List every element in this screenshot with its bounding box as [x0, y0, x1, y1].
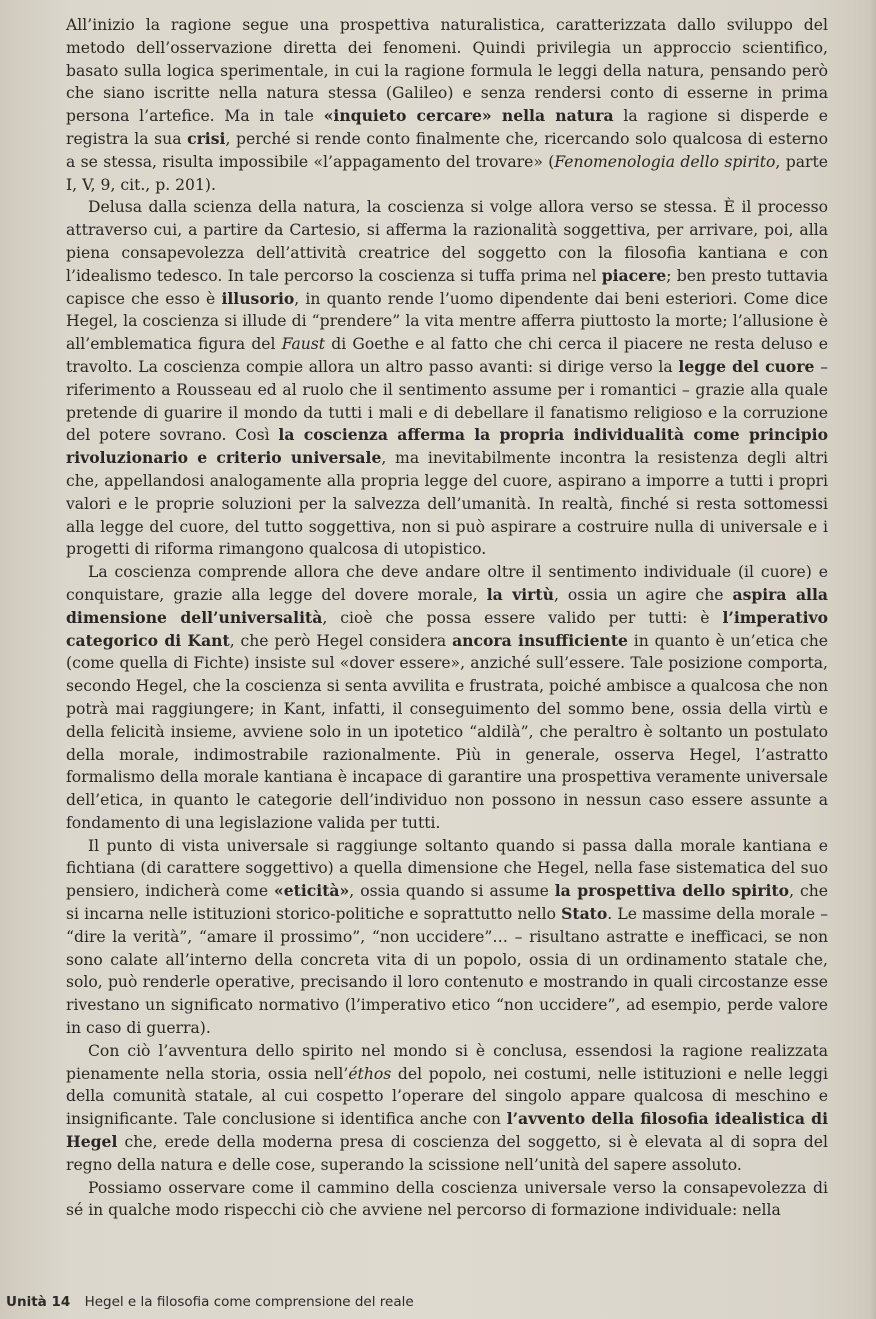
bold-text: la prospettiva dello spirito: [554, 881, 790, 901]
page-edge-shadow: [870, 0, 876, 1319]
page-footer: [0, 1294, 876, 1319]
text-run: Possiamo osservare come il cammino della coscienza universale verso la consapevolezza di sé in qualche modo rispecchi ciò che avviene nel percorso di formazione individuale: nella: [66, 1178, 828, 1220]
bold-text: piacere: [601, 265, 667, 285]
text-run: – riferimento a Rousseau ed al ruolo che il sentimento assume per i romantici – grazie alla quale pretende di guarire il mondo da tutti i mali e di debellare il fanatismo religioso e la corruzione del potere sovrano. Così: [66, 357, 828, 445]
paragraph-5: [66, 1040, 828, 1177]
text-run: di Goethe e al fatto che chi cerca il piacere ne resta deluso e travolto. La coscienza compie allora un altro passo avanti: si dirige verso la: [66, 335, 828, 376]
bold-text: la virtù: [486, 584, 554, 604]
footer-chapter-title: Hegel e la filosofia come comprensione del reale: [84, 1294, 414, 1310]
bold-text: aspira alla dimensione dell’universalità: [66, 584, 828, 627]
bold-text: illusorio: [221, 288, 295, 308]
text-run: Il punto di vista universale si raggiunge soltanto quando si passa dalla morale kantiana e fichtiana (di carattere soggettivo) a quella dimensione che Hegel, nella fase sistematica del suo pensiero, indicherà come: [66, 836, 828, 901]
text-run: , che si incarna nelle istituzioni storico-politiche e soprattutto nello: [66, 882, 828, 924]
paragraph-3: [66, 561, 828, 835]
text-run: ; ben presto tuttavia capisce che esso è: [66, 266, 829, 308]
paragraph-6: [66, 1177, 828, 1223]
paragraph-2: [66, 196, 828, 561]
italic-text: Fenomenologia dello spirito: [554, 152, 776, 171]
text-run: la ragione si disperde e registra la sua: [66, 107, 829, 148]
bold-text: l’avvento della filosofia idealistica di Hegel: [66, 1109, 828, 1152]
italic-text: Faust: [281, 335, 326, 354]
text-run: , ma inevitabilmente incontra la resistenza degli altri che, appellandosi analogamente alla propria legge del cuore, aspirano a imporre a tutti i propri valori e le proprie soluzioni per la salvezza dell’umanità. In realtà, finché si resta sottomessi alla legge del cuore, del tutto soggettiva, non si può aspirare a costruire nulla di universale e i progetti di riforma rimangono qualcosa di utopistico.: [66, 449, 829, 559]
left-margin-annotations: [0, 0, 20, 1319]
bold-text: crisi: [187, 128, 226, 148]
text-run: La coscienza comprende allora che deve andare oltre il sentimento individuale (il cuore) e conquistare, grazie alla legge del dovere morale,: [66, 563, 828, 604]
text-run: Delusa dalla scienza della natura, la coscienza si volge allora verso se stessa. È il processo attraverso cui, a partire da Cartesio, si afferma la razionalità soggettiva, per arrivare, poi, alla piena consapevolezza dell’attività creatrice del soggetto con la filosofia kantiana e con l’idealismo tedesco. In tale percorso la coscienza si tuffa prima nel: [66, 198, 828, 285]
text-run: , ossia un agire che: [553, 585, 733, 604]
paragraph-4: [66, 835, 828, 1040]
bold-text: la coscienza afferma la propria individualità come principio rivoluzionario e criterio universale: [66, 425, 828, 468]
text-run: , perché si rende conto finalmente che, ricercando solo qualcosa di esterno a se stessa, risulta impossibile «l’appagamento del trovare» (: [66, 129, 828, 171]
bold-text: l’imperativo categorico di Kant: [66, 607, 829, 650]
text-run: in quanto è un’etica che (come quella di Fichte) insiste sul «dover essere», anziché sull’essere. Tale posizione comporta, secondo Hegel, che la coscienza si senta avvilita e frustrata, poiché ambisce a qualcosa che non potrà mai raggiungere; in Kant, infatti, il conseguimento del sommo bene, ossia della virtù e della felicità insieme, avviene solo in un ipotetico “aldilà”, che peraltro è soltanto un postulato della morale, indimostrabile razionalmente. Più in generale, osserva Hegel, l’astratto formalismo della morale kantiana è incapace di garantire una prospettiva veramente universale dell’etica, in quanto le categorie dell’individuo non possono in nessun caso essere assunte a fondamento di una legislazione valida per tutti.: [66, 631, 828, 832]
bold-text: ancora insufficiente: [452, 630, 628, 650]
text-run: che, erede della moderna presa di coscienza del soggetto, si è elevata al di sopra del regno della natura e delle cose, superando la scissione nell’unità del sapere assoluto.: [66, 1133, 828, 1174]
footer-unit-label: Unità 14: [6, 1294, 71, 1310]
paragraph-1: [66, 14, 828, 196]
text-run: . Le massime della morale – “dire la verità”, “amare il prossimo”, “non uccidere”… – risultano astratte e inefficaci, se non sono calate all’interno della concreta vita di un popolo, ossia di un ordinamento statale che, solo, può renderle operative, precisando il loro contenuto e mostrando in quali circostanze esse rivestano un significato normativo (l’imperativo etico “non uccidere”, ad esempio, perde valore in caso di guerra).: [66, 905, 828, 1038]
text-run: All’inizio la ragione segue una prospettiva naturalistica, caratterizzata dallo sviluppo del metodo dell’osservazione diretta dei fenomeni. Quindi privilegia un approccio scientifico, basato sulla logica sperimentale, in cui la ragione formula le leggi della natura, pensando però che siano iscritte nella natura stessa (Galileo) e senza rendersi conto di esserne in prima persona l’artefice. Ma in tale: [66, 16, 828, 126]
bold-text: «inquieto cercare» nella natura: [323, 106, 614, 126]
text-run: , cioè che possa essere valido per tutti: è: [322, 608, 723, 627]
text-run: , che però Hegel considera: [229, 631, 453, 650]
text-run: Con ciò l’avventura dello spirito nel mondo si è conclusa, essendosi la ragione realizzata pienamente nella storia, ossia nell’: [66, 1041, 828, 1083]
italic-text: éthos: [348, 1064, 392, 1083]
text-run: , ossia quando si assume: [349, 882, 555, 901]
text-run: del popolo, nei costumi, nelle istituzioni e nelle leggi della comunità statale, al cui cospetto l’operare del singolo appare qualcosa di meschino e insignificante. Tale conclusione si identifica anche con: [66, 1064, 828, 1129]
bold-text: Stato: [561, 904, 608, 924]
body-text: [66, 14, 828, 1222]
text-run: , parte I, V, 9, cit., p. 201).: [66, 152, 828, 194]
bold-text: legge del cuore: [678, 356, 815, 376]
text-run: , in quanto rende l’uomo dipendente dai beni esteriori. Come dice Hegel, la coscienza si illude di “prendere” la vita mentre afferra piuttosto la morte; l’allusione è all’emblematica figura del: [66, 289, 828, 354]
bold-text: «eticità»: [274, 881, 350, 901]
